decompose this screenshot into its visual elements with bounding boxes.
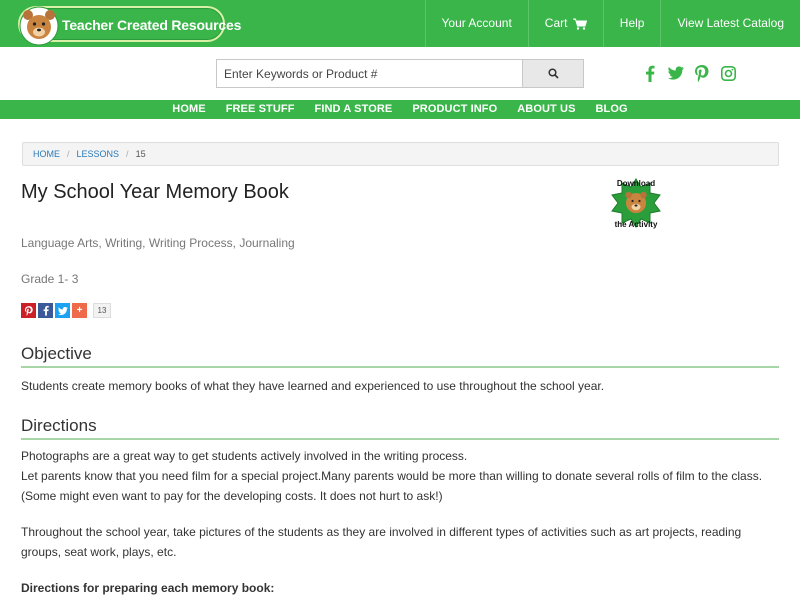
plus-icon: + [76, 305, 83, 316]
twitter-share-button[interactable] [55, 303, 70, 318]
directions-paragraph-1-line-2: Let parents know that you need film for a special project.Many parents would be more than willing to donate several rolls of film to the class.(Some might even want to pay for the developing costs. It does not hurt to ask!) [21, 469, 763, 503]
breadcrumb-current: 15 [135, 149, 146, 159]
pinterest-icon[interactable] [694, 64, 710, 82]
download-label-bottom: the Activity [614, 220, 658, 229]
nav-cart-label: Cart [544, 16, 568, 30]
page-title: My School Year Memory Book [21, 181, 289, 203]
breadcrumb-separator: / [67, 149, 70, 159]
twitter-icon [58, 307, 68, 315]
logo-text: Teacher Created Resources [62, 17, 242, 33]
nav-help[interactable]: Help [603, 0, 661, 47]
breadcrumb-lessons[interactable]: LESSONS [76, 149, 120, 159]
nav-view-latest-catalog[interactable]: View Latest Catalog [660, 0, 800, 47]
nav-blog[interactable]: BLOG [595, 103, 628, 115]
search-input[interactable] [216, 59, 523, 88]
pinterest-icon [25, 306, 33, 316]
breadcrumb [22, 142, 779, 166]
directions-paragraph-2: Throughout the school year, take pictures of the students as they are involved in different types of activities such as art projects, reading groups, seat work, plays, etc. [21, 525, 742, 559]
directions-paragraph-1-line-1: Photographs are a great way to get students actively involved in the writing process. [21, 449, 468, 463]
nav-home[interactable]: HOME [172, 103, 206, 115]
download-label-top: Download [616, 179, 656, 188]
top-bar [0, 0, 800, 47]
bear-logo-icon [18, 6, 60, 46]
objective-heading: Objective [21, 344, 92, 363]
facebook-share-button[interactable] [38, 303, 53, 318]
account-nav [425, 0, 800, 47]
search-button[interactable] [522, 59, 584, 88]
facebook-icon [43, 305, 49, 316]
lesson-subjects: Language Arts, Writing, Writing Process, Journaling [21, 236, 295, 250]
nav-free-stuff[interactable]: FREE STUFF [225, 103, 295, 115]
nav-find-a-store[interactable]: FIND A STORE [314, 103, 393, 115]
share-count: 13 [93, 303, 111, 318]
section-divider [21, 438, 779, 440]
breadcrumb-separator: / [126, 149, 129, 159]
search-icon [548, 68, 559, 79]
social-links [642, 64, 736, 82]
directions-heading: Directions [21, 416, 97, 435]
add-share-button[interactable] [72, 303, 87, 318]
cart-icon [573, 18, 587, 30]
nav-your-account[interactable]: Your Account [425, 0, 528, 47]
main-nav [0, 100, 800, 119]
nav-about-us[interactable]: ABOUT US [517, 103, 576, 115]
nav-cart[interactable] [528, 0, 603, 47]
twitter-icon[interactable] [668, 64, 684, 82]
facebook-icon[interactable] [642, 64, 658, 82]
objective-text: Students create memory books of what they have learned and experienced to use throughout the school year. [21, 379, 605, 393]
pinterest-share-button[interactable] [21, 303, 36, 318]
directions-subheading: Directions for preparing each memory book: [21, 581, 275, 595]
lesson-grade: Grade 1- 3 [21, 272, 79, 286]
breadcrumb-home[interactable]: HOME [33, 149, 60, 159]
share-buttons [21, 303, 111, 318]
site-logo[interactable] [18, 6, 242, 42]
download-activity-button[interactable] [604, 176, 668, 232]
nav-product-info[interactable]: PRODUCT INFO [412, 103, 498, 115]
instagram-icon[interactable] [720, 64, 736, 82]
section-divider [21, 366, 779, 368]
